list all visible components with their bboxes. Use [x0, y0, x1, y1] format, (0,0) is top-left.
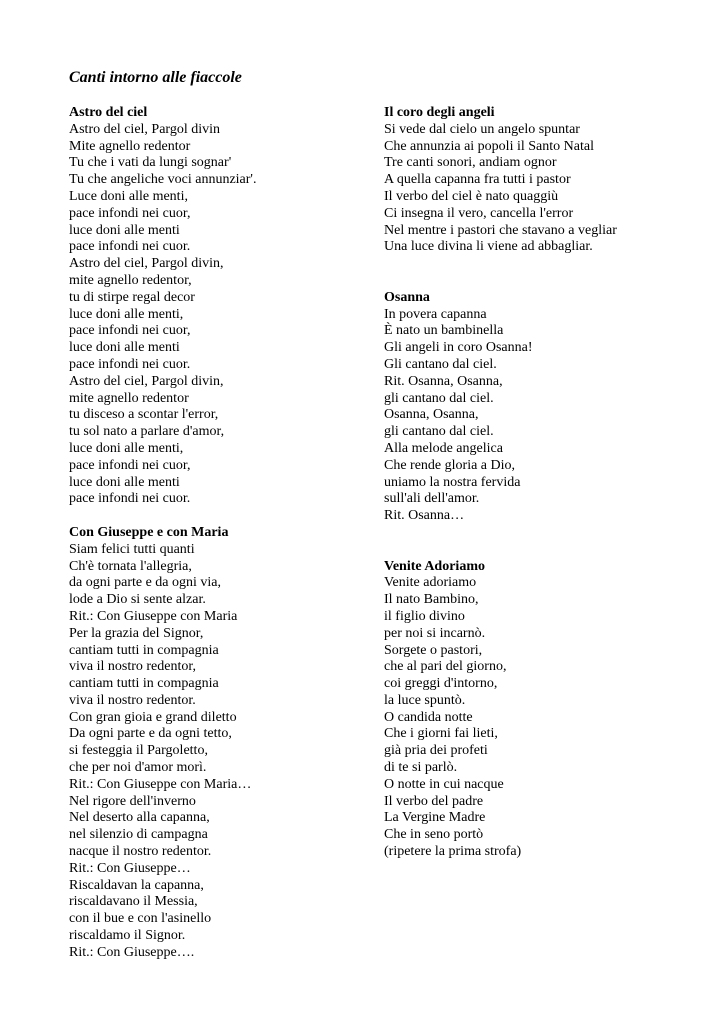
verse-line: Tre canti sonori, andiam ognor	[384, 155, 557, 171]
verse-line: si festeggia il Pargoletto,	[69, 743, 208, 759]
verse-line: Che annunzia ai popoli il Santo Natal	[384, 138, 594, 154]
verse-line: sull'ali dell'amor.	[384, 491, 480, 507]
verse-line: Che in seno portò	[384, 827, 484, 843]
verse-line: Il nato Bambino,	[384, 592, 479, 608]
verse-line: pace infondi nei cuor.	[69, 491, 191, 507]
verse-line: Si vede dal cielo un angelo spuntar	[384, 121, 580, 137]
song-osanna	[384, 290, 704, 525]
verse-line: Rit.: Con Giuseppe con Maria	[69, 608, 238, 624]
verse-line: con il bue e con l'asinello	[69, 911, 212, 927]
song-venite-adoriamo	[384, 559, 704, 861]
verse-line: Sorgete o pastori,	[384, 642, 483, 658]
verse-line: tu di stirpe regal decor	[69, 289, 195, 305]
verse-line: Rit.: Con Giuseppe….	[69, 944, 195, 960]
song-astro-del-ciel	[69, 105, 369, 508]
verse-line: Venite adoriamo	[384, 575, 477, 591]
verse-line: gli cantano dal ciel.	[384, 424, 494, 440]
verse-line: Per la grazia del Signor,	[69, 625, 204, 641]
verse-line: gli cantano dal ciel.	[384, 390, 494, 406]
verse-line: Ch'è tornata l'allegria,	[69, 558, 192, 574]
verse-line: A quella capanna fra tutti i pastor	[384, 172, 571, 188]
verse-line: Nel mentre i pastori che stavano a vegliar	[384, 222, 617, 238]
verse-line: uniamo la nostra fervida	[384, 474, 521, 490]
verse-line: di te si parlò.	[384, 760, 458, 776]
verse-line: luce doni alle menti	[69, 474, 180, 490]
verse-line: luce doni alle menti,	[69, 440, 184, 456]
page-title: Canti intorno alle fiaccole	[69, 69, 242, 86]
verse-line: che al pari del giorno,	[384, 659, 507, 675]
verse-line: luce doni alle menti	[69, 222, 180, 238]
verse-line: mite agnello redentor	[69, 390, 189, 406]
verse-line: La Vergine Madre	[384, 810, 486, 826]
verse-line: riscaldavano il Messia,	[69, 894, 198, 910]
song-title: Il coro degli angeli	[384, 105, 495, 120]
verse-line: Il verbo del ciel è nato quaggiù	[384, 188, 559, 204]
verse-line: Gli angeli in coro Osanna!	[384, 340, 533, 356]
song-title: Astro del ciel	[69, 105, 148, 120]
verse-line: luce doni alle menti	[69, 340, 180, 356]
verse-line: O notte in cui nacque	[384, 776, 504, 792]
verse-line: pace infondi nei cuor.	[69, 356, 191, 372]
verse-line: il figlio divino	[384, 608, 465, 624]
verse-line: Mite agnello redentor	[69, 138, 191, 154]
verse-line: Il verbo del padre	[384, 793, 484, 809]
verse-line: Rit.: Con Giuseppe…	[69, 860, 191, 876]
verse-line: per noi si incarnò.	[384, 625, 486, 641]
verse-line: nacque il nostro redentor.	[69, 844, 212, 860]
verse-line: (ripetere la prima strofa)	[384, 844, 522, 860]
verse-line: Riscaldavan la capanna,	[69, 877, 204, 893]
verse-line: pace infondi nei cuor,	[69, 457, 191, 473]
verse-line: O candida notte	[384, 709, 473, 725]
song-title: Osanna	[384, 289, 430, 305]
verse-line: da ogni parte e da ogni via,	[69, 575, 222, 591]
verse-line: pace infondi nei cuor,	[69, 323, 191, 339]
verse-line: Luce doni alle menti,	[69, 188, 188, 204]
verse-line: cantiam tutti in compagnia	[69, 676, 219, 692]
verse-line: luce doni alle menti,	[69, 306, 184, 322]
verse-line: che per noi d'amor morì.	[69, 760, 207, 776]
song-title: Venite Adoriamo	[384, 558, 485, 574]
verse-line: Siam felici tutti quanti	[69, 541, 195, 557]
song-il-coro-degli-angeli	[384, 105, 704, 256]
verse-line: Nel rigore dell'inverno	[69, 793, 196, 809]
verse-line: Una luce divina li viene ad abbagliar.	[384, 239, 593, 255]
song-con-giuseppe-e-con-maria	[69, 525, 369, 962]
verse-line: coi greggi d'intorno,	[384, 676, 498, 692]
verse-line: Con gran gioia e grand diletto	[69, 709, 237, 725]
verse-line: Rit. Osanna…	[384, 508, 465, 524]
verse-line: Da ogni parte e da ogni tetto,	[69, 726, 232, 742]
song-title: Con Giuseppe e con Maria	[69, 524, 229, 540]
verse-line: viva il nostro redentor.	[69, 692, 196, 708]
verse-line: lode a Dio si sente alzar.	[69, 592, 206, 608]
verse-line: Alla melode angelica	[384, 440, 503, 456]
verse-line: Astro del ciel, Pargol divin,	[69, 256, 224, 272]
verse-line: già pria dei profeti	[384, 743, 488, 759]
verse-line: Che rende gloria a Dio,	[384, 457, 516, 473]
verse-line: Rit. Osanna, Osanna,	[384, 373, 503, 389]
verse-line: Nel deserto alla capanna,	[69, 810, 210, 826]
verse-line: pace infondi nei cuor,	[69, 205, 191, 221]
verse-line: È nato un bambinella	[384, 323, 504, 339]
verse-line: pace infondi nei cuor.	[69, 239, 191, 255]
verse-line: Tu che angeliche voci annunziar'.	[69, 172, 257, 188]
verse-line: Astro del ciel, Pargol divin	[69, 121, 220, 137]
verse-line: Osanna, Osanna,	[384, 407, 479, 423]
verse-line: riscaldamo il Signor.	[69, 928, 186, 944]
verse-line: Astro del ciel, Pargol divin,	[69, 373, 224, 389]
verse-line: viva il nostro redentor,	[69, 659, 196, 675]
right-column	[384, 105, 704, 861]
verse-line: Rit.: Con Giuseppe con Maria…	[69, 776, 252, 792]
verse-line: Gli cantano dal ciel.	[384, 356, 497, 372]
verse-line: nel silenzio di campagna	[69, 827, 208, 843]
verse-line: la luce spuntò.	[384, 692, 466, 708]
verse-line: Ci insegna il vero, cancella l'error	[384, 205, 574, 221]
verse-line: Che i giorni fai lieti,	[384, 726, 498, 742]
verse-line: tu sol nato a parlare d'amor,	[69, 424, 225, 440]
verse-line: mite agnello redentor,	[69, 272, 192, 288]
left-column	[69, 105, 369, 962]
verse-line: Tu che i vati da lungi sognar'	[69, 155, 232, 171]
verse-line: In povera capanna	[384, 306, 487, 322]
verse-line: tu disceso a scontar l'error,	[69, 407, 219, 423]
verse-line: cantiam tutti in compagnia	[69, 642, 219, 658]
